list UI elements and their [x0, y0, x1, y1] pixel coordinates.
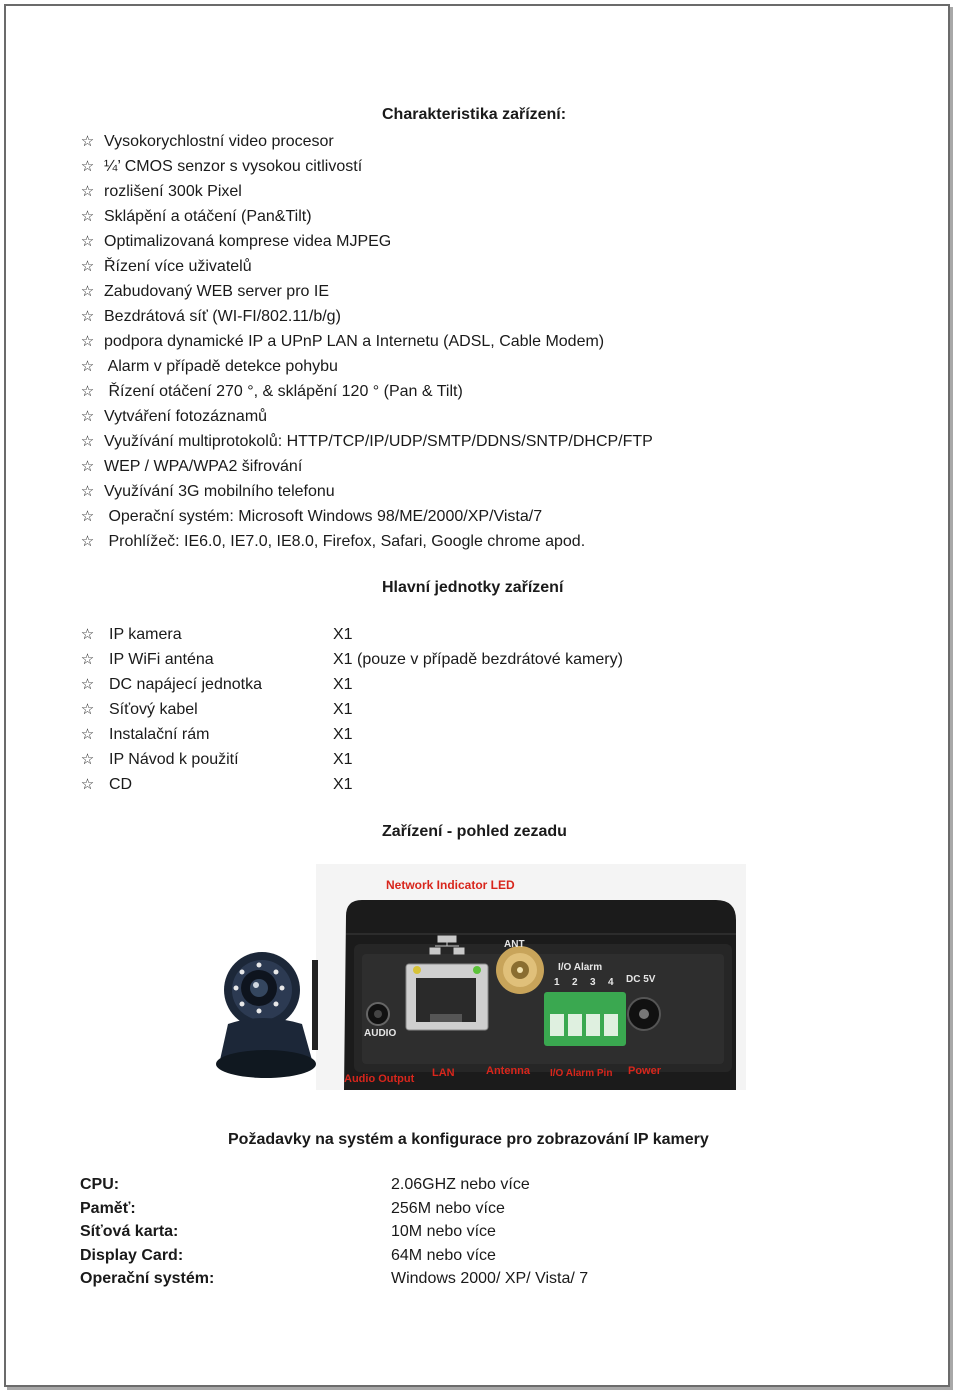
- list-item: ☆ CD X1: [80, 772, 623, 797]
- star-icon: ☆: [80, 533, 95, 550]
- table-row: [80, 1173, 680, 1197]
- star-icon: ☆: [80, 701, 95, 718]
- pin-label: 2: [572, 977, 578, 988]
- ant-label: ANT: [504, 939, 525, 950]
- list-item: ☆ Instalační rám X1: [80, 722, 623, 747]
- list-item: ☆ IP WiFi anténa X1 (pouze v případě bezdrátové kamery): [80, 647, 623, 672]
- antenna-label: Antenna: [486, 1065, 530, 1077]
- req-label: Paměť:: [80, 1199, 136, 1217]
- req-label: CPU:: [80, 1176, 120, 1193]
- star-icon: ☆: [80, 308, 95, 325]
- req-label: Síťová karta:: [80, 1223, 179, 1240]
- list-item: ☆ Vysokorychlostní video procesor: [80, 129, 653, 154]
- antenna-connector: [496, 946, 544, 994]
- star-icon: ☆: [80, 726, 95, 743]
- list-item: ☆ IP kamera X1: [80, 622, 623, 647]
- list-item: ☆ Bezdrátová síť (WI-FI/802.11/b/g): [80, 304, 653, 329]
- list-item: ☆ Využívání multiprotokolů: HTTP/TCP/IP/UDP/SMTP/DDNS/SNTP/DHCP/FTP: [80, 429, 653, 454]
- audio-output-label: Audio Output: [344, 1073, 415, 1085]
- dc-power-jack: [628, 998, 660, 1030]
- list-item: ☆ Sklápění a otáčení (Pan&Tilt): [80, 204, 653, 229]
- list-item: ☆ Využívání 3G mobilního telefonu: [80, 479, 653, 504]
- star-icon: ☆: [80, 676, 95, 693]
- star-icon: ☆: [80, 158, 95, 175]
- list-item: ☆ ¼’ CMOS senzor s vysokou citlivostí: [80, 154, 653, 179]
- list-item: ☆ Alarm v případě detekce pohybu: [80, 354, 653, 379]
- io-alarm-terminal: [544, 992, 626, 1046]
- list-item: ☆ Zabudovaný WEB server pro IE: [80, 279, 653, 304]
- star-icon: ☆: [80, 458, 95, 475]
- star-icon: ☆: [80, 283, 95, 300]
- star-icon: ☆: [80, 626, 95, 643]
- star-icon: ☆: [80, 776, 95, 793]
- lan-label: LAN: [432, 1067, 455, 1079]
- req-value: 64M nebo více: [391, 1246, 496, 1264]
- list-item: ☆ Síťový kabel X1: [80, 697, 623, 722]
- req-value: 10M nebo více: [391, 1223, 496, 1240]
- audio-label: AUDIO: [364, 1028, 397, 1039]
- rear-panel: [344, 900, 736, 1090]
- list-item: ☆ Řízení otáčení 270 °, & sklápění 120 ° (Pan & Tilt): [80, 379, 653, 404]
- network-led-label: Network Indicator LED: [386, 878, 515, 892]
- list-item: ☆ DC napájecí jednotka X1: [80, 672, 623, 697]
- power-label: Power: [628, 1065, 662, 1077]
- table-row: [80, 1267, 680, 1291]
- star-icon: ☆: [80, 233, 95, 250]
- list-item: ☆ Operační systém: Microsoft Windows 98/ME/2000/XP/Vista/7: [80, 504, 653, 529]
- list-item: ☆ rozlišení 300k Pixel: [80, 179, 653, 204]
- io-alarm-pin-label: I/O Alarm Pin: [550, 1068, 613, 1079]
- star-icon: ☆: [80, 751, 95, 768]
- pin-label: 1: [554, 977, 560, 988]
- star-icon: ☆: [80, 408, 95, 425]
- star-icon: ☆: [80, 651, 95, 668]
- units-heading: Hlavní jednotky zařízení: [382, 579, 564, 596]
- io-alarm-label: I/O Alarm: [558, 962, 603, 973]
- list-item: ☆ Řízení více uživatelů: [80, 254, 653, 279]
- dc-label: DC 5V: [626, 974, 656, 985]
- list-item: ☆ Optimalizovaná komprese videa MJPEG: [80, 229, 653, 254]
- star-icon: ☆: [80, 258, 95, 275]
- req-label: Display Card:: [80, 1246, 184, 1264]
- star-icon: ☆: [80, 183, 95, 200]
- units-list: [80, 622, 623, 797]
- table-row: [80, 1244, 680, 1268]
- star-icon: ☆: [80, 208, 95, 225]
- star-icon: ☆: [80, 433, 95, 450]
- audio-jack: [367, 1003, 389, 1025]
- table-row: [80, 1220, 680, 1244]
- req-value: Windows 2000/ XP/ Vista/ 7: [391, 1270, 589, 1287]
- camera-rear-photo: [216, 864, 746, 1090]
- list-item: ☆ podpora dynamické IP a UPnP LAN a Internetu (ADSL, Cable Modem): [80, 329, 653, 354]
- list-item: ☆ Vytváření fotozáznamů: [80, 404, 653, 429]
- pin-label: 4: [608, 977, 614, 988]
- star-icon: ☆: [80, 358, 95, 375]
- requirements-heading: Požadavky na systém a konfigurace pro zobrazování IP kamery: [228, 1131, 709, 1148]
- star-icon: ☆: [80, 133, 95, 150]
- list-item: ☆ IP Návod k použití X1: [80, 747, 623, 772]
- features-list: [80, 129, 653, 554]
- star-icon: ☆: [80, 508, 95, 525]
- list-item: ☆ WEP / WPA/WPA2 šifrování: [80, 454, 653, 479]
- features-heading: Charakteristika zařízení:: [382, 106, 567, 123]
- star-icon: ☆: [80, 483, 95, 500]
- pin-label: 3: [590, 977, 596, 988]
- star-icon: ☆: [80, 383, 95, 400]
- req-value: 256M nebo více: [391, 1199, 505, 1217]
- req-value: 2.06GHZ nebo více: [391, 1176, 530, 1193]
- requirements-table: [80, 1173, 680, 1291]
- req-label: Operační systém:: [80, 1270, 215, 1287]
- rear-view-heading: Zařízení - pohled zezadu: [382, 823, 567, 840]
- list-item: ☆ Prohlížeč: IE6.0, IE7.0, IE8.0, Firefox, Safari, Google chrome apod.: [80, 529, 653, 554]
- table-row: [80, 1197, 680, 1221]
- ip-camera-image: [216, 952, 318, 1078]
- star-icon: ☆: [80, 333, 95, 350]
